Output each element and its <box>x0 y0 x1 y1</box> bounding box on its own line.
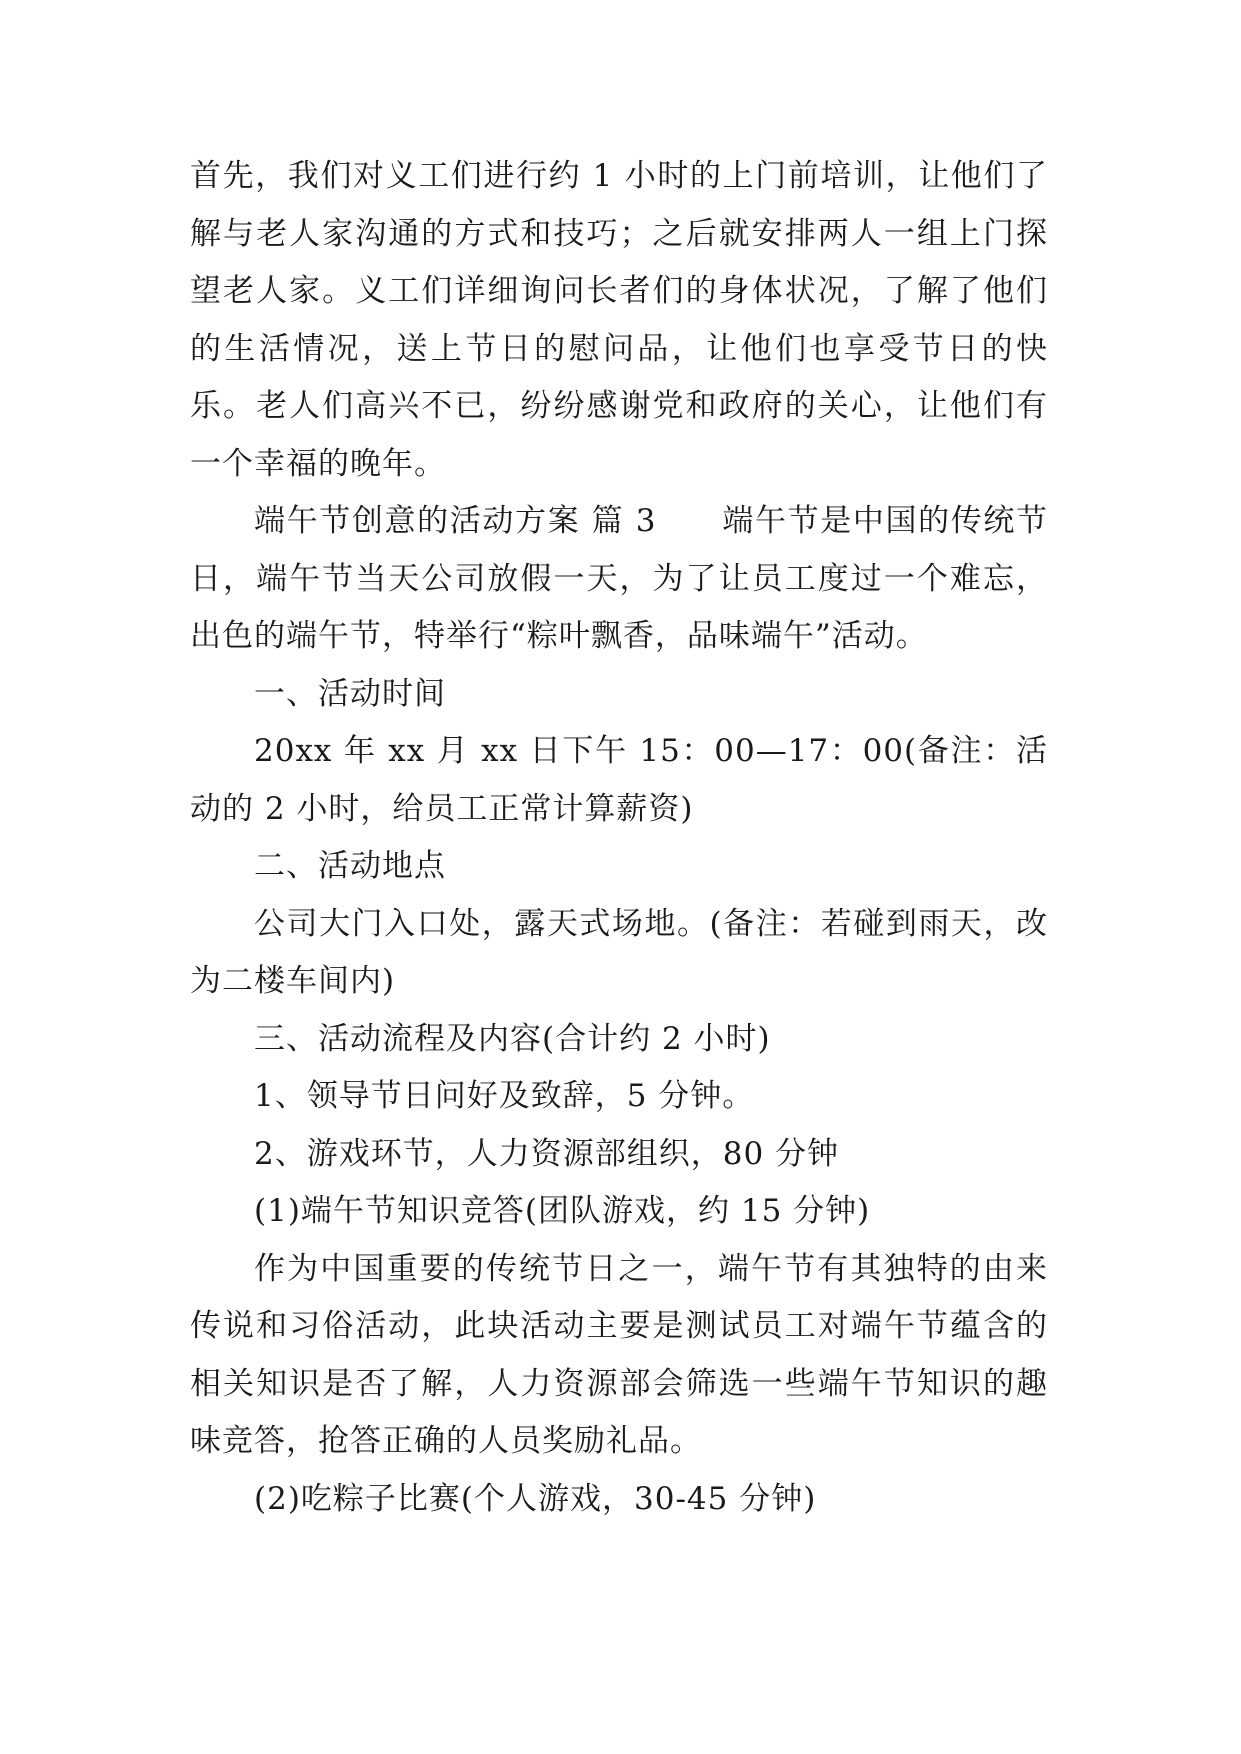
heading-activity-time: 一、活动时间 <box>254 675 446 712</box>
paragraph-activity-location: 公司大门入口处，露天式场地。(备注：若碰到雨天，改为二楼车间内) <box>190 905 1048 999</box>
paragraph-volunteer-visit: 首先，我们对义工们进行约 1 小时的上门前培训，让他们了解与老人家沟通的方式和技巧；之后就安排两人一组上门探望老人家。义工们详细询问长者们的身体状况，了解了他们的生活情况，送上节日的慰问品，让他们也享受节日的快乐。老人们高兴不已，纷纷感谢党和政府的关心，让他们有一个幸福的晚年。 <box>190 158 1048 482</box>
heading-activity-location: 二、活动地点 <box>254 848 446 884</box>
list-item-leader-speech: 1、领导节日问好及致辞，5 分钟。 <box>254 1078 755 1114</box>
list-item-game-section: 2、游戏环节，人力资源部组织，80 分钟 <box>254 1135 840 1172</box>
heading-activity-process: 三、活动流程及内容(合计约 2 小时) <box>254 1020 771 1057</box>
list-item-knowledge-quiz: (1)端午节知识竞答(团队游戏，约 15 分钟) <box>254 1193 871 1229</box>
paragraph-plan-3-intro: 端午节创意的活动方案 篇 3 端午节是中国的传统节日，端午节当天公司放假一天，为了让员工度过一个难忘，出色的端午节，特举行“粽叶飘香，品味端午”活动。 <box>190 503 1048 654</box>
paragraph-activity-time: 20xx 年 xx 月 xx 日下午 15：00—17：00(备注：活动的 2 小时，给员工正常计算薪资) <box>190 733 1048 827</box>
list-item-zongzi-contest: (2)吃粽子比赛(个人游戏，30-45 分钟) <box>254 1480 817 1517</box>
document-page <box>190 148 1048 1528</box>
paragraph-quiz-description: 作为中国重要的传统节日之一，端午节有其独特的由来传说和习俗活动，此块活动主要是测试员工对端午节蕴含的相关知识是否了解，人力资源部会筛选一些端午节知识的趣味竞答，抢答正确的人员奖励礼品。 <box>190 1250 1048 1459</box>
